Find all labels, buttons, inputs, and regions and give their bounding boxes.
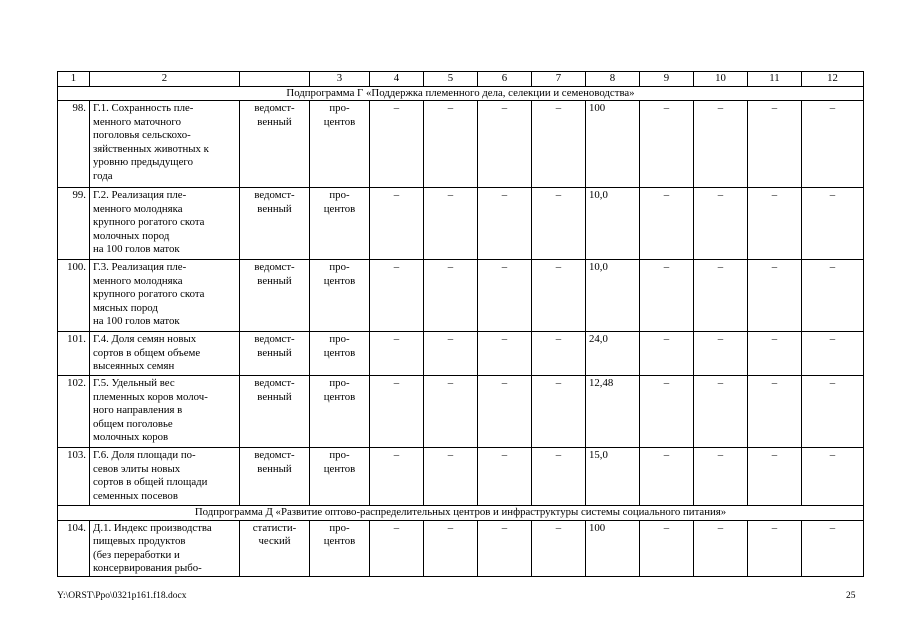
cell-line: на 100 голов маток — [93, 243, 180, 255]
row-number: 100. — [58, 260, 90, 332]
section-title: Подпрограмма Г «Поддержка племенного дела, селекции и семеноводства» — [58, 86, 864, 101]
value-cell: – — [640, 332, 694, 376]
value-cell: – — [640, 188, 694, 260]
cell-line: высеянных семян — [93, 360, 175, 372]
value-cell: – — [424, 376, 478, 448]
row-number: 102. — [58, 376, 90, 448]
cell-line: ведомст- — [254, 261, 295, 273]
cell-line: про- — [329, 189, 350, 201]
value-cell: – — [802, 101, 864, 188]
value-cell: – — [694, 260, 748, 332]
section-title-row — [58, 506, 864, 521]
indicator-name — [90, 332, 240, 376]
value-cell: – — [532, 448, 586, 506]
value-cell: – — [370, 520, 424, 576]
cell-line: Г.4. Доля семян новых — [93, 333, 197, 345]
cell-line: ведомст- — [254, 333, 295, 345]
indicator-type — [240, 520, 310, 576]
value-cell: – — [748, 376, 802, 448]
cell-line: центов — [323, 535, 356, 547]
value-cell: 10,0 — [586, 188, 640, 260]
cell-line: венный — [257, 346, 292, 359]
cell-line: менного молодняка — [93, 274, 183, 287]
value-cell: – — [694, 520, 748, 576]
cell-line: Г.1. Сохранность пле- — [93, 102, 194, 114]
column-header-row — [58, 72, 864, 87]
column-header: 10 — [694, 72, 748, 87]
value-cell: – — [640, 260, 694, 332]
cell-line: венный — [257, 202, 292, 215]
value-cell: – — [694, 376, 748, 448]
value-cell: – — [478, 260, 532, 332]
cell-line: мясных пород — [93, 301, 158, 314]
unit-of-measure — [310, 332, 370, 376]
cell-line: венный — [257, 390, 292, 403]
value-cell: – — [532, 332, 586, 376]
value-cell: – — [802, 376, 864, 448]
value-cell: – — [370, 188, 424, 260]
column-header: 7 — [532, 72, 586, 87]
cell-line: Г.2. Реализация пле- — [93, 189, 187, 201]
cell-line: центов — [323, 390, 356, 403]
column-header — [240, 72, 310, 87]
row-number: 103. — [58, 448, 90, 506]
value-cell: – — [802, 188, 864, 260]
cell-line: молочных коров — [93, 431, 169, 443]
value-cell: – — [532, 188, 586, 260]
cell-line: на 100 голов маток — [93, 315, 180, 327]
indicator-name — [90, 188, 240, 260]
cell-line: венный — [257, 462, 292, 475]
column-header: 3 — [310, 72, 370, 87]
value-cell: – — [802, 332, 864, 376]
value-cell: – — [532, 260, 586, 332]
cell-line: семенных посевов — [93, 489, 178, 502]
value-cell: – — [478, 188, 532, 260]
cell-line: зяйственных животных к — [93, 142, 209, 155]
cell-line: сортов в общем объеме — [93, 346, 201, 359]
cell-line: пищевых продуктов — [93, 535, 186, 547]
unit-of-measure — [310, 520, 370, 576]
unit-of-measure — [310, 101, 370, 188]
unit-of-measure — [310, 376, 370, 448]
value-cell: – — [424, 260, 478, 332]
table-row — [58, 188, 864, 260]
value-cell: – — [748, 101, 802, 188]
value-cell: – — [478, 376, 532, 448]
table-row — [58, 332, 864, 376]
cell-line: статисти- — [252, 521, 297, 534]
cell-line: менного молодняка — [93, 202, 183, 215]
value-cell: – — [532, 101, 586, 188]
unit-of-measure — [310, 260, 370, 332]
table-row — [58, 260, 864, 332]
value-cell: – — [640, 376, 694, 448]
value-cell: 24,0 — [586, 332, 640, 376]
indicator-name — [90, 448, 240, 506]
cell-line: про- — [329, 102, 350, 114]
value-cell: 12,48 — [586, 376, 640, 448]
cell-line: про- — [329, 449, 350, 461]
cell-line: крупного рогатого скота — [93, 216, 205, 228]
cell-line: центов — [323, 346, 356, 359]
row-number: 99. — [58, 188, 90, 260]
cell-line: уровню предыдущего — [93, 156, 193, 168]
column-header: 4 — [370, 72, 424, 87]
value-cell: – — [694, 448, 748, 506]
value-cell: – — [370, 101, 424, 188]
cell-line: консервирования рыбо- — [93, 562, 202, 574]
value-cell: – — [694, 332, 748, 376]
indicator-type — [240, 260, 310, 332]
value-cell: – — [532, 376, 586, 448]
value-cell: – — [802, 260, 864, 332]
cell-line: года — [93, 169, 113, 182]
cell-line: менного маточного — [93, 115, 181, 128]
cell-line: крупного рогатого скота — [93, 288, 205, 300]
indicator-type — [240, 376, 310, 448]
value-cell: – — [478, 332, 532, 376]
unit-of-measure — [310, 448, 370, 506]
value-cell: 100 — [586, 101, 640, 188]
value-cell: – — [370, 448, 424, 506]
value-cell: – — [640, 520, 694, 576]
cell-line: сортов в общей площади — [93, 476, 208, 488]
indicator-name — [90, 260, 240, 332]
value-cell: – — [748, 520, 802, 576]
footer-page-number: 25 — [846, 591, 856, 601]
column-header: 11 — [748, 72, 802, 87]
cell-line: про- — [329, 261, 350, 273]
section-title: Подпрограмма Д «Развитие оптово-распределительных центров и инфраструктуры системы социального питания» — [58, 506, 864, 521]
indicator-type — [240, 188, 310, 260]
table-row — [58, 448, 864, 506]
column-header: 1 — [58, 72, 90, 87]
column-header: 5 — [424, 72, 478, 87]
value-cell: – — [748, 188, 802, 260]
cell-line: поголовья сельскохо- — [93, 129, 191, 141]
table-body — [58, 72, 864, 577]
value-cell: – — [424, 332, 478, 376]
cell-line: Д.1. Индекс производства — [93, 521, 212, 534]
cell-line: молочных пород — [93, 229, 170, 242]
row-number: 98. — [58, 101, 90, 188]
unit-of-measure — [310, 188, 370, 260]
cell-line: центов — [323, 274, 356, 287]
value-cell: – — [694, 101, 748, 188]
cell-line: севов элиты новых — [93, 462, 181, 475]
value-cell: – — [802, 520, 864, 576]
column-header: 8 — [586, 72, 640, 87]
cell-line: (без переработки и — [93, 548, 180, 561]
cell-line: венный — [257, 274, 292, 287]
value-cell: – — [370, 376, 424, 448]
column-header: 9 — [640, 72, 694, 87]
value-cell: – — [748, 260, 802, 332]
value-cell: – — [748, 332, 802, 376]
value-cell: – — [424, 448, 478, 506]
cell-line: Г.6. Доля площади по- — [93, 449, 196, 461]
table-row — [58, 520, 864, 576]
value-cell: – — [478, 520, 532, 576]
table-row — [58, 101, 864, 188]
cell-line: центов — [323, 115, 356, 128]
value-cell: 100 — [586, 520, 640, 576]
row-number: 101. — [58, 332, 90, 376]
cell-line: ческий — [258, 535, 291, 547]
row-number: 104. — [58, 520, 90, 576]
cell-line: племенных коров молоч- — [93, 390, 208, 403]
column-header: 2 — [90, 72, 240, 87]
cell-line: про- — [329, 377, 350, 389]
value-cell: – — [640, 101, 694, 188]
indicators-table — [57, 71, 864, 577]
value-cell: – — [424, 101, 478, 188]
value-cell: – — [478, 448, 532, 506]
footer-file-path: Y:\ORST\Ppo\0321p161.f18.docx — [57, 591, 187, 601]
value-cell: – — [694, 188, 748, 260]
indicator-type — [240, 332, 310, 376]
column-header: 12 — [802, 72, 864, 87]
cell-line: венный — [257, 115, 292, 128]
value-cell: 15,0 — [586, 448, 640, 506]
cell-line: ведомст- — [254, 449, 295, 461]
value-cell: – — [424, 188, 478, 260]
cell-line: ного направления в — [93, 404, 183, 416]
cell-line: Г.3. Реализация пле- — [93, 261, 187, 273]
value-cell: – — [532, 520, 586, 576]
cell-line: общем поголовье — [93, 417, 173, 430]
table-row — [58, 376, 864, 448]
cell-line: ведомст- — [254, 189, 295, 201]
value-cell: – — [370, 260, 424, 332]
value-cell: – — [640, 448, 694, 506]
cell-line: центов — [323, 462, 356, 475]
cell-line: ведомст- — [254, 102, 295, 114]
cell-line: ведомст- — [254, 377, 295, 389]
column-header: 6 — [478, 72, 532, 87]
value-cell: – — [802, 448, 864, 506]
indicator-type — [240, 101, 310, 188]
value-cell: 10,0 — [586, 260, 640, 332]
indicator-name — [90, 376, 240, 448]
value-cell: – — [748, 448, 802, 506]
cell-line: про- — [329, 333, 350, 345]
cell-line: центов — [323, 202, 356, 215]
indicator-name — [90, 520, 240, 576]
cell-line: про- — [329, 521, 350, 534]
cell-line: Г.5. Удельный вес — [93, 377, 175, 389]
value-cell: – — [424, 520, 478, 576]
indicator-name — [90, 101, 240, 188]
indicator-type — [240, 448, 310, 506]
value-cell: – — [370, 332, 424, 376]
section-title-row — [58, 86, 864, 101]
value-cell: – — [478, 101, 532, 188]
